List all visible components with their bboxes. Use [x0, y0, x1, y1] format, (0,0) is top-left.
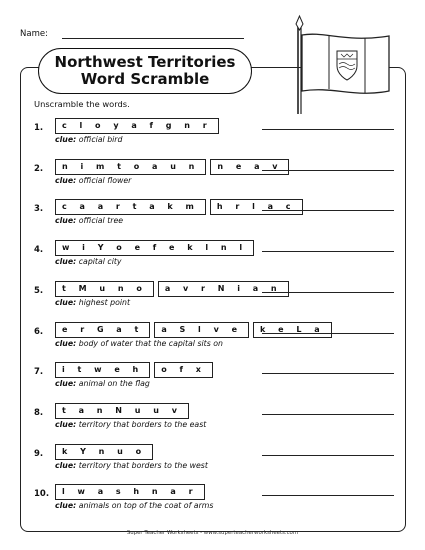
answer-line[interactable]: [262, 251, 394, 252]
scrambled-letters: [55, 362, 213, 378]
scrambled-word-box: n i m t o a u n: [55, 159, 206, 175]
item-number: 7.: [34, 367, 44, 378]
word-item: [0, 362, 425, 396]
clue-text: territory that borders to the east: [78, 419, 207, 429]
item-number: 3.: [34, 204, 44, 215]
clue: [55, 216, 123, 225]
scrambled-word-box: t a n N u u v: [55, 403, 189, 419]
scrambled-word-box: t M u n o: [55, 281, 154, 297]
word-item: [0, 281, 425, 315]
clue-label: clue:: [55, 257, 77, 267]
item-number: 9.: [34, 448, 44, 459]
clue-text: territory that borders to the west: [78, 460, 208, 470]
clue-label: clue:: [55, 460, 77, 470]
word-item: [0, 118, 425, 152]
clue-label: clue:: [55, 216, 77, 226]
scrambled-word-box: w i Y o e f e k l n l: [55, 240, 254, 256]
title-line-2: Word Scramble: [80, 70, 210, 88]
scrambled-word-box: c l o y a f g n r: [55, 118, 219, 134]
clue: [55, 420, 206, 429]
clue-label: clue:: [55, 419, 77, 429]
clue-label: clue:: [55, 379, 77, 389]
instructions: Unscramble the words.: [34, 99, 130, 109]
answer-line[interactable]: [262, 373, 394, 374]
scrambled-letters: [55, 240, 254, 256]
word-item: [0, 403, 425, 437]
clue-label: clue:: [55, 175, 77, 185]
name-label: Name:: [20, 29, 48, 39]
answer-line[interactable]: [262, 455, 394, 456]
name-line: [62, 38, 244, 39]
scrambled-word-box: l w a s h n a r: [55, 484, 205, 500]
scrambled-letters: [55, 199, 303, 215]
scrambled-word-box: n e a v: [210, 159, 289, 175]
clue: [55, 257, 122, 266]
answer-line[interactable]: [262, 170, 394, 171]
word-item: [0, 444, 425, 478]
word-item: [0, 322, 425, 356]
clue-label: clue:: [55, 501, 77, 511]
scrambled-word-box: a v r N i a n: [158, 281, 289, 297]
flag-icon: [285, 14, 395, 114]
scrambled-word-box: h r l a c: [210, 199, 303, 215]
scrambled-word-box: a S l v e: [154, 322, 249, 338]
clue: [55, 135, 122, 144]
scrambled-letters: [55, 403, 189, 419]
clue: [55, 461, 208, 470]
item-number: 5.: [34, 285, 44, 296]
scrambled-word-box: c a a r t a k m: [55, 199, 206, 215]
clue-label: clue:: [55, 338, 77, 348]
clue: [55, 339, 223, 348]
item-number: 8.: [34, 407, 44, 418]
clue: [55, 379, 150, 388]
answer-line[interactable]: [262, 495, 394, 496]
scrambled-letters: [55, 281, 289, 297]
item-number: 1.: [34, 123, 44, 133]
answer-line[interactable]: [262, 210, 394, 211]
clue-text: official bird: [78, 135, 123, 144]
footer: Super Teacher Worksheets - www.superteacherworksheets.com: [126, 530, 299, 536]
scrambled-letters: [55, 159, 289, 175]
scrambled-word-box: i t w e h: [55, 362, 150, 378]
word-item: [0, 159, 425, 193]
clue: [55, 501, 213, 510]
clue-text: body of water that the capital sits on: [78, 338, 223, 348]
scrambled-word-box: k e L a: [253, 322, 332, 338]
clue-text: highest point: [78, 297, 131, 307]
answer-line[interactable]: [262, 333, 394, 334]
scrambled-letters: [55, 444, 153, 460]
title-banner: [38, 48, 252, 94]
scrambled-word-box: k Y n u o: [55, 444, 153, 460]
title-line-1: Northwest Territories: [54, 53, 236, 71]
clue-label: clue:: [55, 297, 77, 307]
clue: [55, 176, 131, 185]
answer-line[interactable]: [262, 292, 394, 293]
scrambled-letters: [55, 118, 219, 134]
word-item: [0, 199, 425, 233]
scrambled-word-box: e r G a t: [55, 322, 150, 338]
answer-line[interactable]: [262, 129, 394, 130]
clue-text: animal on the flag: [78, 379, 150, 389]
item-number: 2.: [34, 163, 44, 174]
item-number: 6.: [34, 326, 44, 337]
word-item: [0, 484, 425, 518]
item-number: 10.: [34, 489, 50, 500]
answer-line[interactable]: [262, 414, 394, 415]
clue-text: official flower: [78, 175, 132, 185]
item-number: 4.: [34, 245, 44, 256]
scrambled-word-box: o f x: [154, 362, 213, 378]
word-item: [0, 240, 425, 274]
clue-text: official tree: [78, 216, 124, 226]
scrambled-letters: [55, 484, 205, 500]
clue-text: animals on top of the coat of arms: [78, 501, 214, 511]
clue-label: clue:: [55, 135, 77, 144]
clue-text: capital city: [78, 257, 122, 267]
clue: [55, 298, 130, 307]
scrambled-letters: [55, 322, 332, 338]
